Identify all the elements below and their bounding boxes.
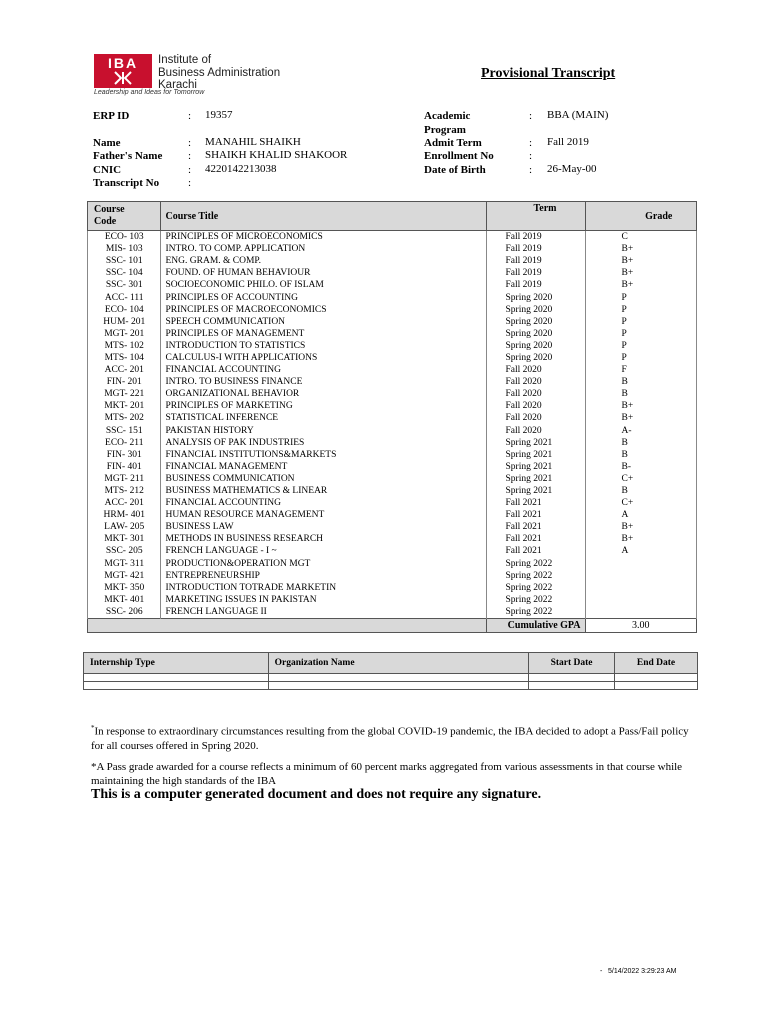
internship-table [83,652,698,690]
course-title: METHODS IN BUSINESS RESEARCH [161,533,486,545]
course-title: PAKISTAN HISTORY [161,425,486,437]
course-term: Fall 2021 [486,533,585,545]
col-internship-type: Internship Type [84,653,269,674]
col-end-date: End Date [615,653,698,674]
course-title: PRINCIPLES OF MACROECONOMICS [161,304,486,316]
course-title: ENG. GRAM. & COMP. [161,255,486,267]
course-code: ECO- 103 [88,231,161,244]
course-grade: B [585,437,696,449]
course-grade: B [585,388,696,400]
signature-note: This is a computer generated document and does not require any signature. [91,787,542,802]
admit-value: Fall 2019 [547,136,589,148]
col-course-code [88,202,161,231]
course-code: SSC- 205 [88,545,161,557]
course-title: FINANCIAL ACCOUNTING [161,364,486,376]
course-row [88,328,697,340]
course-title: FRENCH LANGUAGE - I ~ [161,545,486,557]
colon: : [188,137,192,149]
course-grade: B [585,376,696,388]
course-row [88,291,697,303]
course-title: CALCULUS-I WITH APPLICATIONS [161,352,486,364]
course-term: Spring 2020 [486,304,585,316]
course-code: SSC- 104 [88,267,161,279]
course-code: MGT- 421 [88,570,161,582]
course-code: MTS- 104 [88,352,161,364]
course-grade: B+ [585,279,696,291]
note-marker: * [91,724,95,732]
course-row [88,533,697,545]
pass-grade-note: *A Pass grade awarded for a course reflects a minimum of 60 percent marks aggregated from various assessments in that course while maintaining the high standards of the IBA [91,761,683,787]
colon: : [188,177,192,189]
course-grade: P [585,304,696,316]
course-code: MKT- 201 [88,400,161,412]
course-title: FINANCIAL ACCOUNTING [161,497,486,509]
course-row [88,497,697,509]
course-grade: C [585,231,696,244]
course-grade: B+ [585,255,696,267]
course-code: FIN- 301 [88,449,161,461]
course-grade: P [585,316,696,328]
course-grade [585,594,696,606]
course-title: ENTREPRENEURSHIP [161,570,486,582]
course-title: MARKETING ISSUES IN PAKISTAN [161,594,486,606]
cell [529,674,615,682]
col-course-code-line-2: Code [94,216,117,227]
course-code: MGT- 201 [88,328,161,340]
course-row [88,231,697,244]
cnic-label: CNIC [93,164,122,176]
course-term: Fall 2019 [486,231,585,244]
course-grade: B+ [585,243,696,255]
logo-mark [94,54,152,88]
erp-value: 19357 [205,109,233,121]
course-row [88,594,697,606]
course-term: Fall 2019 [486,279,585,291]
course-row [88,243,697,255]
course-title: FOUND. OF HUMAN BEHAVIOUR [161,267,486,279]
admit-label: Admit Term [424,137,482,149]
course-grade: B [585,485,696,497]
course-grade: A [585,509,696,521]
dob-label: Date of Birth [424,164,486,176]
course-code: SSC- 101 [88,255,161,267]
course-term: Spring 2021 [486,449,585,461]
course-term: Spring 2020 [486,316,585,328]
course-code: MGT- 221 [88,388,161,400]
institute-line-2: Business Administration [158,66,281,79]
course-term: Spring 2020 [486,291,585,303]
cell [615,674,698,682]
course-row [88,509,697,521]
course-title: INTRO. TO BUSINESS FINANCE [161,376,486,388]
course-grade: B [585,449,696,461]
course-code: LAW- 205 [88,521,161,533]
course-title: INTRODUCTION TOTRADE MARKETIN [161,582,486,594]
col-grade: Grade [585,202,696,231]
gpa-label: Cumulative GPA [486,619,585,633]
cnic-value: 4220142213038 [205,163,277,175]
course-row [88,412,697,424]
cell [529,682,615,690]
logo-emblem-icon [113,71,133,85]
course-row [88,388,697,400]
course-row [88,267,697,279]
course-row [88,606,697,619]
course-term: Fall 2020 [486,412,585,424]
course-grade: B+ [585,521,696,533]
course-term: Fall 2021 [486,509,585,521]
course-code: ACC- 201 [88,497,161,509]
course-row [88,582,697,594]
course-row [88,558,697,570]
course-term: Spring 2022 [486,606,585,619]
institute-line-3: Karachi [158,79,197,91]
course-grade: A [585,545,696,557]
iba-logo [94,54,334,98]
course-term: Fall 2021 [486,497,585,509]
course-code: ACC- 111 [88,291,161,303]
course-title: BUSINESS LAW [161,521,486,533]
name-label: Name [93,137,121,149]
internship-empty-row [84,674,698,682]
transcript-label: Transcript No [93,177,160,189]
course-term: Fall 2020 [486,388,585,400]
course-row [88,545,697,557]
course-grade: A- [585,425,696,437]
course-table-body [88,231,697,619]
course-title: SPEECH COMMUNICATION [161,316,486,328]
course-term: Spring 2022 [486,582,585,594]
course-code: MIS- 103 [88,243,161,255]
course-term: Fall 2019 [486,243,585,255]
colon: : [188,164,192,176]
course-code: HUM- 201 [88,316,161,328]
program-label-2: Program [424,124,466,136]
cell [268,674,529,682]
course-code: MGT- 211 [88,473,161,485]
course-title: STATISTICAL INFERENCE [161,412,486,424]
course-title: PRINCIPLES OF ACCOUNTING [161,291,486,303]
course-grade: B- [585,461,696,473]
course-code: HRM- 401 [88,509,161,521]
course-row [88,316,697,328]
colon: : [529,137,533,149]
course-grade: P [585,291,696,303]
cell [268,682,529,690]
colon: : [529,110,533,122]
covid-note [91,721,691,753]
course-row [88,473,697,485]
colon: : [188,150,192,162]
course-table [87,201,697,633]
course-title: BUSINESS MATHEMATICS & LINEAR [161,485,486,497]
course-title: BUSINESS COMMUNICATION [161,473,486,485]
course-term: Spring 2022 [486,594,585,606]
course-table-header [88,202,697,231]
col-course-code-line-1: Course [94,204,125,215]
course-term: Spring 2021 [486,473,585,485]
logo-tagline: Leadership and Ideas for Tomorrow [94,89,205,96]
course-term: Spring 2022 [486,570,585,582]
course-title: SOCIOECONOMIC PHILO. OF ISLAM [161,279,486,291]
course-title: PRINCIPLES OF MANAGEMENT [161,328,486,340]
course-grade: F [585,364,696,376]
course-code: MTS- 212 [88,485,161,497]
internship-header [84,653,698,674]
father-label: Father's Name [93,150,163,162]
program-value: BBA (MAIN) [547,109,609,121]
course-term: Spring 2020 [486,352,585,364]
course-grade: P [585,352,696,364]
course-grade: C+ [585,473,696,485]
course-term: Spring 2021 [486,485,585,497]
gpa-spacer [88,619,487,633]
erp-label: ERP ID [93,110,130,122]
course-code: MTS- 202 [88,412,161,424]
course-code: SSC- 301 [88,279,161,291]
father-value: SHAIKH KHALID SHAKOOR [205,149,348,161]
course-code: MGT- 311 [88,558,161,570]
course-grade [585,558,696,570]
course-row [88,425,697,437]
course-grade: B+ [585,267,696,279]
course-grade: B+ [585,533,696,545]
program-label-1: Academic [424,110,471,122]
course-grade: P [585,340,696,352]
colon: : [529,164,533,176]
course-grade [585,582,696,594]
course-term: Spring 2020 [486,340,585,352]
course-title: ORGANIZATIONAL BEHAVIOR [161,388,486,400]
course-grade: C+ [585,497,696,509]
course-title: HUMAN RESOURCE MANAGEMENT [161,509,486,521]
course-term: Spring 2021 [486,461,585,473]
course-code: SSC- 206 [88,606,161,619]
course-grade: P [585,328,696,340]
course-code: SSC- 151 [88,425,161,437]
course-term: Spring 2021 [486,437,585,449]
course-title: PRINCIPLES OF MARKETING [161,400,486,412]
course-term: Fall 2020 [486,425,585,437]
col-start-date: Start Date [529,653,615,674]
course-code: ACC- 201 [88,364,161,376]
name-value: MANAHIL SHAIKH [205,136,301,148]
course-row [88,376,697,388]
course-row [88,255,697,267]
dob-value: 26-May-00 [547,163,597,175]
course-term: Fall 2019 [486,255,585,267]
course-term: Fall 2021 [486,521,585,533]
institute-line-1: Institute of [158,54,212,66]
course-title: FINANCIAL INSTITUTIONS&MARKETS [161,449,486,461]
gpa-row [88,619,697,633]
footer-timestamp: 5/14/2022 3:29:23 AM [608,968,677,975]
colon: : [188,110,192,122]
course-row [88,340,697,352]
course-term: Spring 2020 [486,328,585,340]
course-grade: B+ [585,400,696,412]
course-code: MTS- 102 [88,340,161,352]
course-row [88,400,697,412]
course-code: ECO- 211 [88,437,161,449]
course-title: INTRO. TO COMP. APPLICATION [161,243,486,255]
course-grade: B+ [585,412,696,424]
col-course-title: Course Title [161,202,486,231]
logo-abbr: IBA [107,55,139,71]
course-term: Fall 2019 [486,267,585,279]
course-code: MKT- 401 [88,594,161,606]
course-code: ECO- 104 [88,304,161,316]
course-row [88,521,697,533]
course-row [88,437,697,449]
course-title: INTRODUCTION TO STATISTICS [161,340,486,352]
cell [615,682,698,690]
enrollment-label: Enrollment No [424,150,494,162]
course-grade [585,606,696,619]
course-row [88,461,697,473]
course-title: PRODUCTION&OPERATION MGT [161,558,486,570]
course-title: FINANCIAL MANAGEMENT [161,461,486,473]
course-grade [585,570,696,582]
course-term: Fall 2020 [486,376,585,388]
course-row [88,352,697,364]
cell [84,674,269,682]
course-code: FIN- 201 [88,376,161,388]
institute-name [158,54,280,92]
document-title: Provisional Transcript [481,66,616,81]
course-row [88,279,697,291]
gpa-value: 3.00 [585,619,696,633]
cell [84,682,269,690]
col-organization-name: Organization Name [268,653,529,674]
course-row [88,570,697,582]
footer-mark: - [600,968,603,975]
course-term: Fall 2020 [486,364,585,376]
course-term: Spring 2022 [486,558,585,570]
course-term: Fall 2020 [486,400,585,412]
course-row [88,304,697,316]
course-code: MKT- 350 [88,582,161,594]
course-row [88,485,697,497]
internship-empty-row [84,682,698,690]
course-title: ANALYSIS OF PAK INDUSTRIES [161,437,486,449]
colon: : [529,150,533,162]
course-code: FIN- 401 [88,461,161,473]
covid-note-text: In response to extraordinary circumstances resulting from the global COVID-19 pandemic, the IBA decided to adopt a Pass/Fail policy for all courses offered in Spring 2020. [91,725,689,752]
course-title: FRENCH LANGUAGE II [161,606,486,619]
course-code: MKT- 301 [88,533,161,545]
course-row [88,364,697,376]
course-row [88,449,697,461]
course-term: Fall 2021 [486,545,585,557]
course-title: PRINCIPLES OF MICROECONOMICS [161,231,486,244]
col-term: Term [486,202,585,231]
